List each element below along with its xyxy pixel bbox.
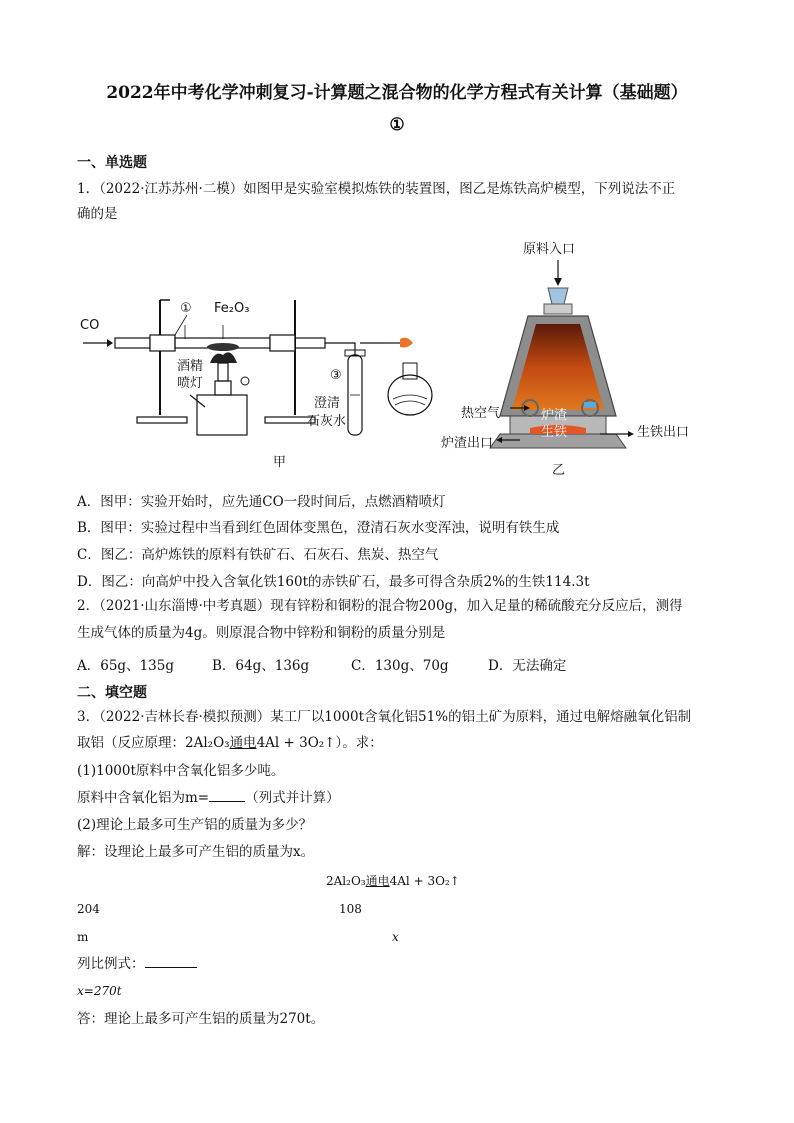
question-2-stem: 2．（2021·山东淄博·中考真题）现有锌粉和铜粉的混合物200g，加入足量的稀硫酸充分反应后，测得 [77,598,683,614]
equation-condition: 通电 [365,874,390,888]
section-heading-fill-in: 二、填空题 [77,685,147,701]
variable-m: m [77,930,89,944]
question-1-option-a: A．图甲：实验开始时，应先通CO一段时间后，点燃酒精喷灯 [77,494,446,510]
label-fe2o3: Fe₂O₃ [214,301,250,316]
question-2-stem-cont: 生成气体的质量为4g。则原混合物中锌粉和铜粉的质量分别是 [77,625,446,641]
label-lime-1: 澄清 [314,396,341,411]
question-2-option-c: C．130g、70g [351,658,449,674]
equation-reactant: 2Al₂O₃ [326,874,366,888]
label-jia: 甲 [273,455,287,470]
label-co: CO [80,318,100,333]
variable-x: x [392,930,399,944]
molar-mass-108: 108 [339,902,362,916]
question-3-stem: 3．（2022·吉林长春·模拟预测）某工厂以1000t含氧化铝51%的铝土矿为原料，通过电解熔融氧化铝制 [77,709,692,725]
question-1-stem-cont: 确的是 [77,206,118,222]
question-3-line-m [77,789,340,807]
label-iron-outlet: 生铁出口 [637,425,690,440]
solution-intro: 解：设理论上最多可产生铝的质量为x。 [77,844,315,860]
label-iron-inner: 生铁 [541,425,568,440]
question-1-stem: 1．（2022·江苏苏州·二模）如图甲是实验室模拟炼铁的装置图，图乙是炼铁高炉模型，下列说法不正 [77,181,676,197]
label-lamp-1: 酒精 [177,359,204,374]
molar-mass-204: 204 [77,902,100,916]
ratio-line [77,955,197,973]
final-answer: 答：理论上最多可产生铝的质量为270t。 [77,1011,325,1027]
x-value [77,982,122,1000]
question-1-option-b: B．图甲：实验过程中当看到红色固体变黑色，澄清石灰水变浑浊，说明有铁生成 [77,520,560,536]
solution-equation [326,872,460,890]
ratio-label: 列比例式： [77,956,145,972]
x-value-text: x=270t [77,984,122,998]
question-2-option-a: A．65g、135g [77,658,174,674]
label-slag-inner: 炉渣 [541,408,568,423]
reaction-products: 4Al + 3O₂↑）。求： [256,735,383,751]
label-hot-air: 热空气 [461,406,501,421]
label-slag-outlet: 炉渣出口 [441,436,494,451]
paper-title: 2022年中考化学冲刺复习-计算题之混合物的化学方程式有关计算（基础题） [106,83,688,103]
answer-blank-ratio[interactable] [145,955,197,968]
question-2-option-b: B．64g、136g [212,658,310,674]
question-3-sub-2: (2)理论上最多可生产铝的质量为多少？ [77,817,313,833]
reaction-reactant: 取铝（反应原理：2Al₂O₃ [77,735,230,751]
equation-products: 4Al + 3O₂↑ [389,874,460,888]
paper-title-number: ① [389,115,405,135]
label-num-3: ③ [330,368,342,383]
answer-blank-m[interactable] [209,789,245,802]
question-1-option-d: D．图乙：向高炉中投入含氧化铁160t的赤铁矿石，最多可得含杂质2%的生铁114.3t [77,574,590,590]
reaction-condition: 通电 [229,735,257,751]
line-m-prefix: 原料中含氧化铝为m= [77,790,210,806]
question-3-sub-1: (1)1000t原料中含氧化铝多少吨。 [77,763,285,779]
question-2-option-d: D．无法确定 [488,658,567,674]
label-lime-2: 石灰水 [307,414,347,429]
diagram-jia-apparatus [75,295,435,470]
label-lamp-2: 喷灯 [177,376,204,391]
section-heading-single-choice: 一、单选题 [77,155,147,171]
question-1-option-c: C．图乙：高炉炼铁的原料有铁矿石、石灰石、焦炭、热空气 [77,547,439,563]
question-3-stem-cont [77,734,383,752]
line-m-suffix: （列式并计算） [245,790,340,806]
label-feed-inlet: 原料入口 [523,242,576,257]
label-yi: 乙 [552,463,566,478]
label-num-1: ① [180,301,192,316]
